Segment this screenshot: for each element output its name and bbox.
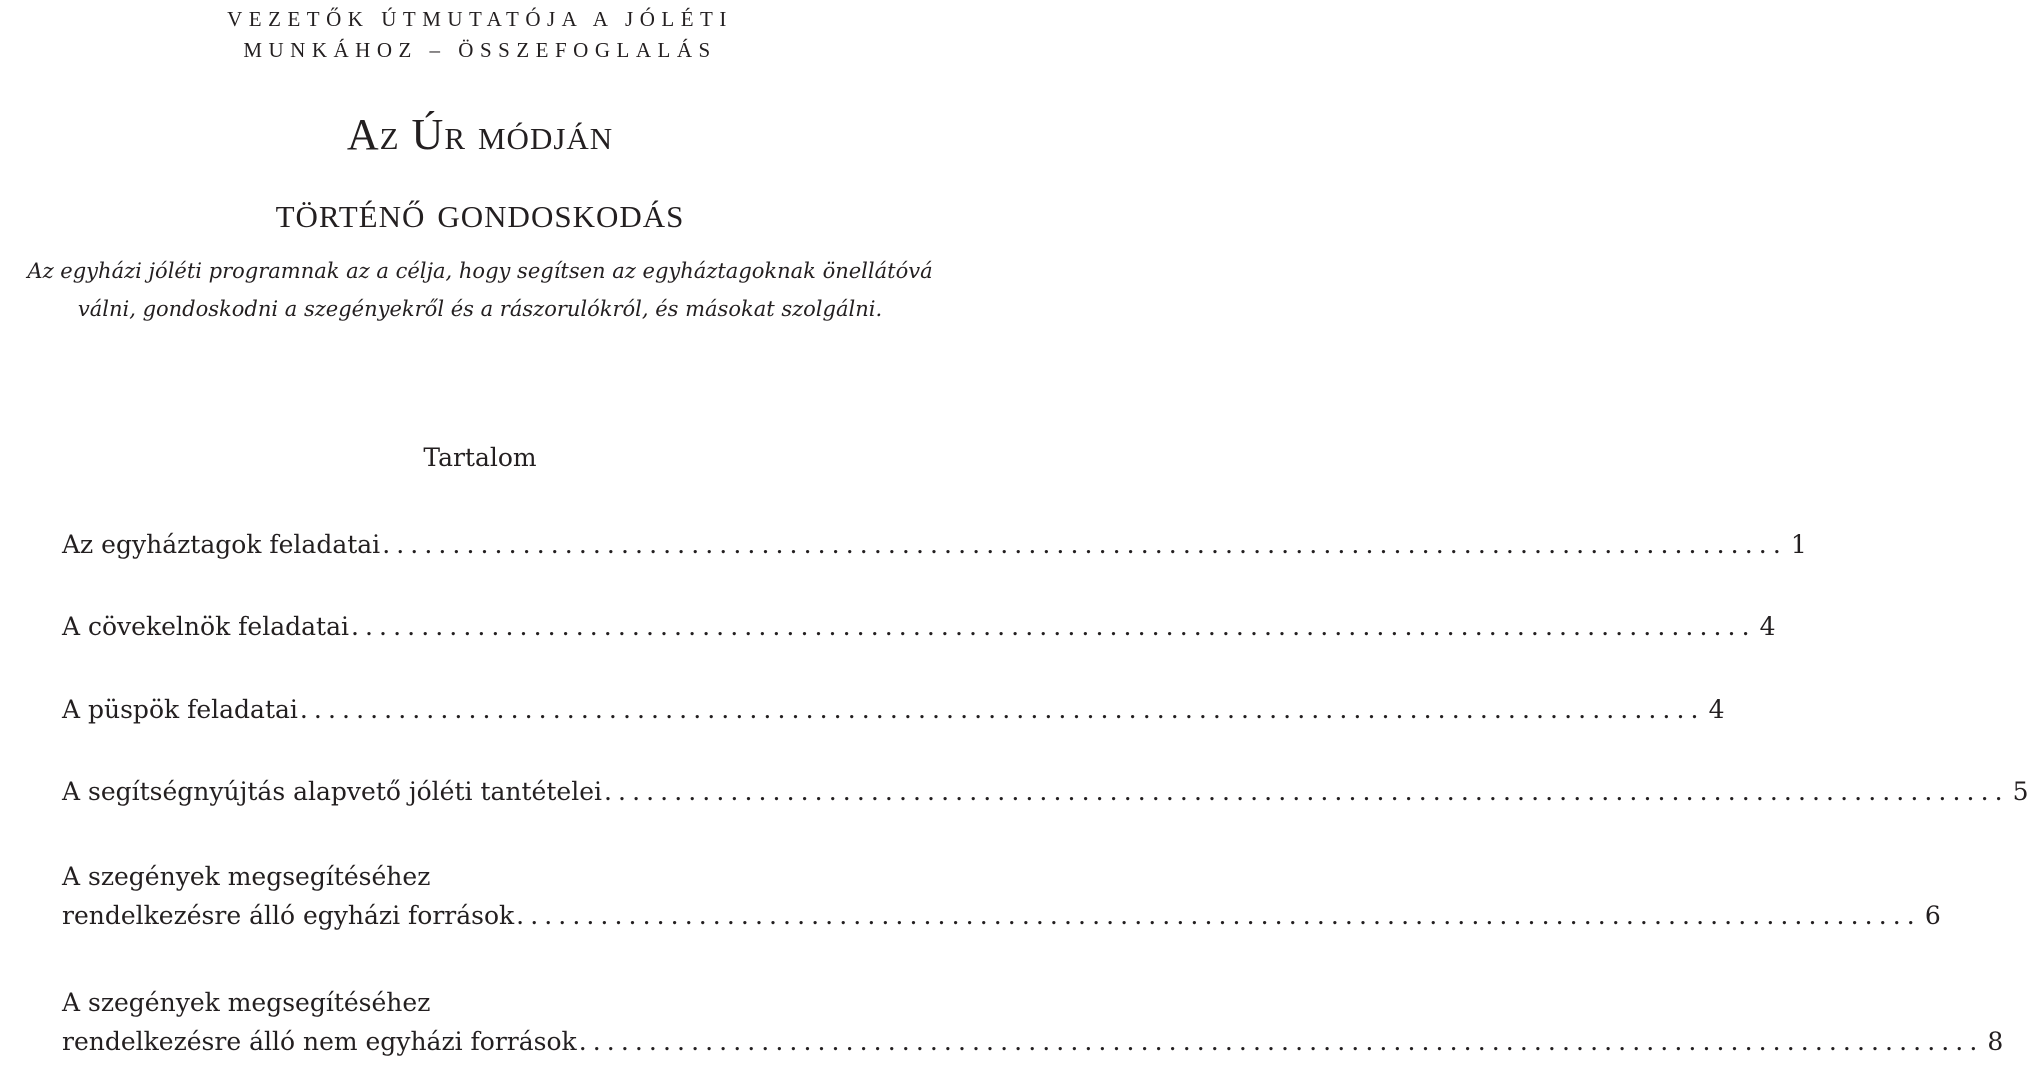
toc-entry[interactable] [62,525,1807,564]
title-line-2: történő gondoskodás [275,188,685,237]
toc-entry[interactable] [62,857,1941,935]
toc-entry-label: A cövekelnök feladatai [62,612,349,641]
intro-line-1: Az egyházi jóléti programnak az a célja, hogy segítsen az egyháztagoknak önellátóvá [27,259,933,283]
page-title [0,96,960,252]
toc-dot-leader: .................................................................................................... [603,777,2009,806]
toc-entry[interactable] [62,607,1776,646]
toc-entry-label: A segítségnyújtás alapvető jóléti tantételei [62,777,602,806]
toc-dot-leader: .................................................................................................... [299,695,1705,724]
toc-page-number: 4 [1759,612,1776,641]
toc-entry[interactable] [62,772,2029,811]
toc-entry-label: rendelkezésre álló nem egyházi források [62,1027,577,1056]
toc-page-number: 8 [1987,1027,2004,1056]
toc-entry[interactable] [62,690,1725,729]
toc-entry-first-line: A szegények megsegítéséhez [62,988,431,1017]
toc-dot-leader: .................................................................................................... [578,1027,1984,1056]
toc-dot-leader: .................................................................................................... [350,612,1756,641]
toc-entry-label: A püspök feladatai [62,695,298,724]
toc-page-number: 6 [1924,901,1941,930]
toc-heading: Tartalom [423,443,537,472]
title-line-1: Az Úr módján [346,110,614,159]
toc-entry-label: rendelkezésre álló egyházi források [62,901,515,930]
document-series-header [0,4,960,66]
toc-entry-label: Az egyháztagok feladatai [62,530,381,559]
toc-dot-leader: .................................................................................................... [516,901,1921,930]
toc-entry-first-line: A szegények megsegítéséhez [62,862,431,891]
series-line-2: MUNKÁHOZ – ÖSSZEFOGLALÁS [243,38,717,62]
intro-paragraph [10,252,950,328]
series-line-1: VEZETŐK ÚTMUTATÓJA A JÓLÉTI [227,7,733,31]
toc-page-number: 5 [2012,777,2029,806]
toc-page-number: 1 [1790,530,1807,559]
intro-line-2: válni, gondoskodni a szegényekről és a rászorulókról, és másokat szolgálni. [77,297,883,321]
toc-dot-leader: .................................................................................................... [382,530,1787,559]
toc-page-number: 4 [1708,695,1725,724]
toc-entry[interactable] [62,983,2004,1061]
